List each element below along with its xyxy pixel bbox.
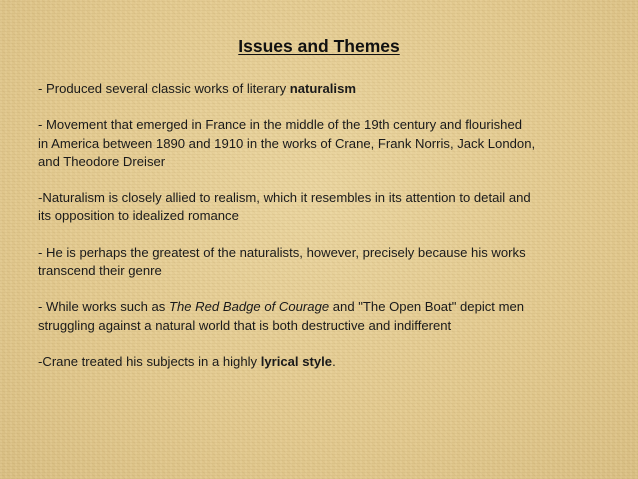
text-segment: and "The Open Boat" depict men bbox=[329, 299, 525, 315]
text-line: - Movement that emerged in France in the middle of the 19th century and flourished bbox=[38, 117, 523, 133]
paragraph-lyrical bbox=[38, 353, 603, 371]
text-line: its opposition to idealized romance bbox=[38, 208, 239, 224]
text-line: in America between 1890 and 1910 in the works of Crane, Frank Norris, Jack London, bbox=[38, 135, 536, 151]
slide-body bbox=[38, 80, 603, 389]
text-line: - He is perhaps the greatest of the naturalists, however, precisely because his works bbox=[38, 244, 526, 260]
text-line: -Naturalism is closely allied to realism, which it resembles in its attention to detail and bbox=[38, 190, 531, 206]
text-line: and Theodore Dreiser bbox=[38, 153, 166, 169]
slide-title: Issues and Themes bbox=[238, 36, 400, 56]
text-segment: - While works such as bbox=[38, 299, 169, 315]
italic-title: The Red Badge of Courage bbox=[168, 299, 330, 315]
paragraph-naturalism bbox=[38, 80, 603, 98]
text-line: transcend their genre bbox=[38, 262, 162, 278]
text-line: struggling against a natural world that is both destructive and indifferent bbox=[38, 317, 452, 333]
paragraph-greatest bbox=[38, 244, 603, 280]
paragraph-text: - Produced several classic works of literary bbox=[38, 81, 290, 96]
bold-term: lyrical style bbox=[260, 353, 333, 369]
text-segment: -Crane treated his subjects in a highly bbox=[38, 353, 261, 369]
bold-term: naturalism bbox=[289, 81, 356, 96]
paragraph-realism bbox=[38, 189, 603, 225]
paragraph-movement bbox=[38, 116, 603, 171]
text-segment: . bbox=[332, 353, 336, 369]
paragraph-works bbox=[38, 298, 603, 334]
